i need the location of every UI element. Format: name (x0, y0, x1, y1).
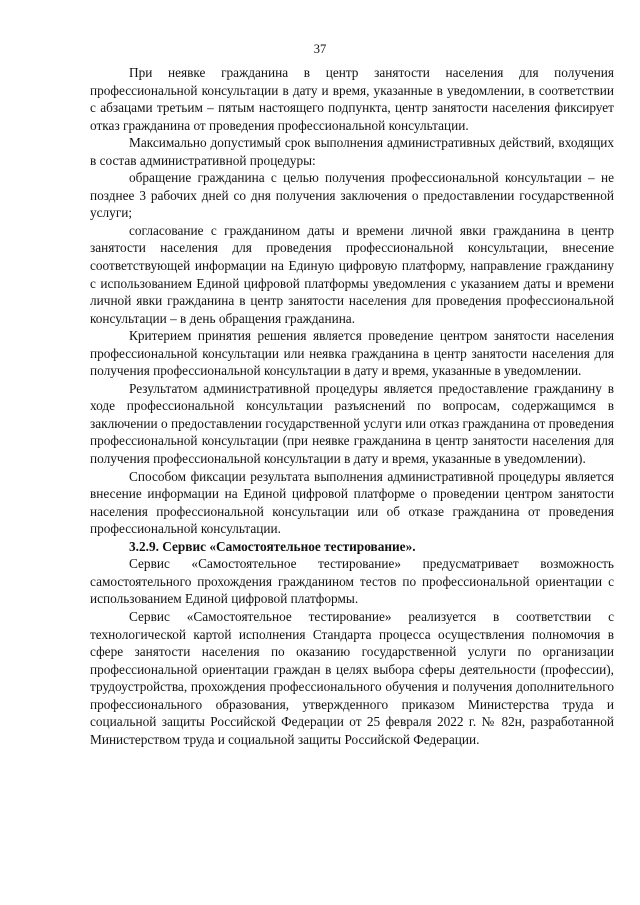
paragraph: Критерием принятия решения является проведение центром занятости населения профессиональной консультации или неявка гражданина в центр занятости населения для получения профессиональной консультации в дату и время, указанные в уведомлении. (90, 328, 614, 379)
paragraph: При неявке гражданина в центр занятости населения для получения профессиональной консультации в дату и время, указанные в уведомлении, в соответствии с абзацами третьим – пятым настоящего подпункта, центр занятости населения фиксирует отказ гражданина от проведения профессиональной консультации. (90, 65, 614, 133)
section-heading: 3.2.9. Сервис «Самостоятельное тестирование». (129, 538, 416, 554)
paragraph: Максимально допустимый срок выполнения административных действий, входящих в состав административной процедуры: (90, 135, 614, 168)
paragraph: Сервис «Самостоятельное тестирование» реализуется в соответствии с технологической картой исполнения Стандарта процесса осуществления полномочия в сфере занятости населения по оказанию государственной услуги по организации профессиональной ориентации граждан в целях выбора сферы деятельности (профессии), трудоустройства, прохождения профессионального обучения и получения дополнительного профессионального образования, утвержденного приказом Министерства труда и социальной защиты Российской Федерации от 25 февраля 2022 г. № 82н, разработанной Министерством труда и социальной защиты Российской Федерации. (90, 608, 614, 747)
page-body (90, 64, 614, 748)
paragraph: обращение гражданина с целью получения профессиональной консультации – не позднее 3 рабочих дней со дня получения заключения о предоставлении государственной услуги; (90, 170, 614, 221)
paragraph: согласование с гражданином даты и времени личной явки гражданина в центр занятости населения для проведения профессиональной консультации, внесение соответствующей информации на Единую цифровую платформу, направление гражданину с использованием Единой цифровой платформы уведомления с указанием даты и времени личной явки гражданина в центр занятости населения для проведения профессиональной консультации – в день обращения гражданина. (90, 222, 614, 326)
paragraph: Способом фиксации результата выполнения административной процедуры является внесение информации на Единой цифровой платформе о проведении центром занятости населения профессиональной консультации или об отказе гражданина от проведения профессиональной консультации. (90, 468, 614, 537)
paragraph: Результатом административной процедуры является предоставление гражданину в ходе профессиональной консультации разъяснений по вопросам, содержащимся в заключении о предоставлении государственной услуги или отказ гражданина от проведения профессиональной консультации (при неявке гражданина в центр занятости населения для получения профессиональной консультации в дату и время, указанные в уведомлении). (90, 380, 614, 467)
page-number: 37 (313, 42, 327, 56)
paragraph: Сервис «Самостоятельное тестирование» предусматривает возможность самостоятельного прохождения гражданином тестов по профессиональной ориентации с использованием Единой цифровой платформы. (90, 556, 614, 607)
